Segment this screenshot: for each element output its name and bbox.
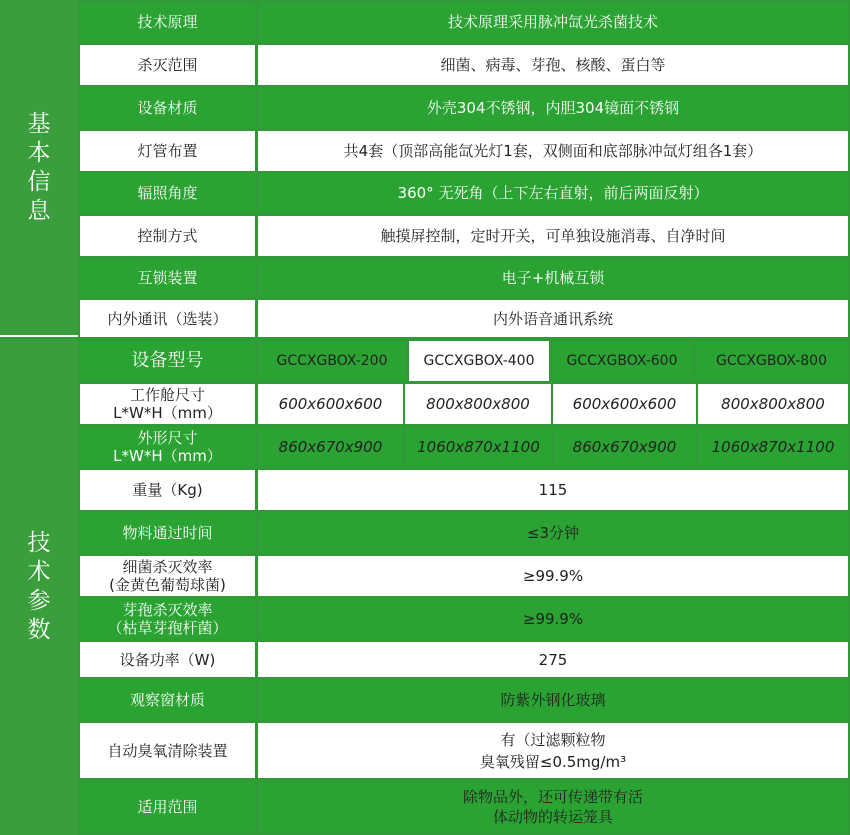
row-value: ≥99.9% (258, 556, 848, 596)
section-basic-info (0, 0, 78, 337)
row-label: 内外通讯（选装） (80, 300, 255, 337)
chamber-size-cell: 600x600x600 (258, 384, 403, 424)
row-value: 触摸屏控制，定时开关，可单独设施消毒、自净时间 (258, 216, 848, 256)
outer-size-cell: 1060x870x1100 (698, 427, 848, 467)
chamber-size-cell: 800x800x800 (698, 384, 848, 424)
row-value: 细菌、病毒、芽孢、核酸、蛋白等 (258, 45, 848, 85)
section-basic-label: 基本信息 (27, 110, 51, 224)
row-label: 物料通过时间 (80, 513, 255, 553)
row-label: 辐照角度 (80, 173, 255, 213)
row-label: 灯管布置 (80, 131, 255, 171)
row-label: 互锁装置 (80, 259, 255, 297)
row-value: 共4套（顶部高能氙光灯1套，双侧面和底部脉冲氙灯组各1套） (258, 131, 848, 171)
row-label: 观察窗材质 (80, 680, 255, 720)
outer-size-label: 外形尺寸 L*W*H（mm） (80, 427, 255, 467)
model-cell: GCCXGBOX-400 (409, 341, 549, 381)
row-label: 设备材质 (80, 88, 255, 128)
row-value: 内外语音通讯系统 (258, 300, 848, 337)
row-label: 芽孢杀灭效率 （枯草芽孢杆菌） (80, 599, 255, 639)
row-label: 自动臭氧清除装置 (80, 723, 255, 778)
row-value: 115 (258, 470, 848, 510)
row-label: 技术原理 (80, 2, 255, 42)
outer-size-cell: 860x670x900 (554, 427, 695, 467)
chamber-size-cell: 800x800x800 (405, 384, 551, 424)
section-tech-label: 技术参数 (27, 530, 51, 643)
outer-size-cell: 860x670x900 (258, 427, 403, 467)
chamber-size-cell: 600x600x600 (553, 384, 696, 424)
model-label: 设备型号 (80, 341, 255, 381)
row-value: 外壳304不锈钢，内胆304镜面不锈钢 (258, 88, 848, 128)
model-cell: GCCXGBOX-800 (695, 341, 848, 381)
chamber-size-label: 工作舱尺寸 L*W*H（mm） (80, 384, 255, 424)
row-label: 控制方式 (80, 216, 255, 256)
row-value: 电子+机械互锁 (258, 259, 848, 297)
row-value: 360° 无死角（上下左右直射，前后两面反射） (258, 173, 848, 213)
model-cell: GCCXGBOX-200 (258, 341, 406, 381)
outer-size-cell: 1060x870x1100 (406, 427, 551, 467)
row-value: 技术原理采用脉冲氙光杀菌技术 (258, 2, 848, 42)
row-value: 有（过滤颗粒物 臭氧残留≤0.5mg/m³ (258, 723, 848, 778)
row-value: ≥99.9% (258, 599, 848, 639)
row-label: 杀灭范围 (80, 45, 255, 85)
section-tech-params (0, 339, 78, 835)
row-value: ≤3分钟 (258, 513, 848, 553)
row-label: 适用范围 (80, 781, 255, 833)
row-value: 防紫外钢化玻璃 (258, 680, 848, 720)
row-label: 设备功率（W) (80, 642, 255, 677)
model-cell: GCCXGBOX-600 (552, 341, 692, 381)
row-value: 除物品外，还可传递带有活 体动物的转运笼具 (258, 781, 848, 833)
row-label: 重量（Kg) (80, 470, 255, 510)
row-value: 275 (258, 642, 848, 677)
row-label: 细菌杀灭效率 (金黄色葡萄球菌) (80, 556, 255, 596)
